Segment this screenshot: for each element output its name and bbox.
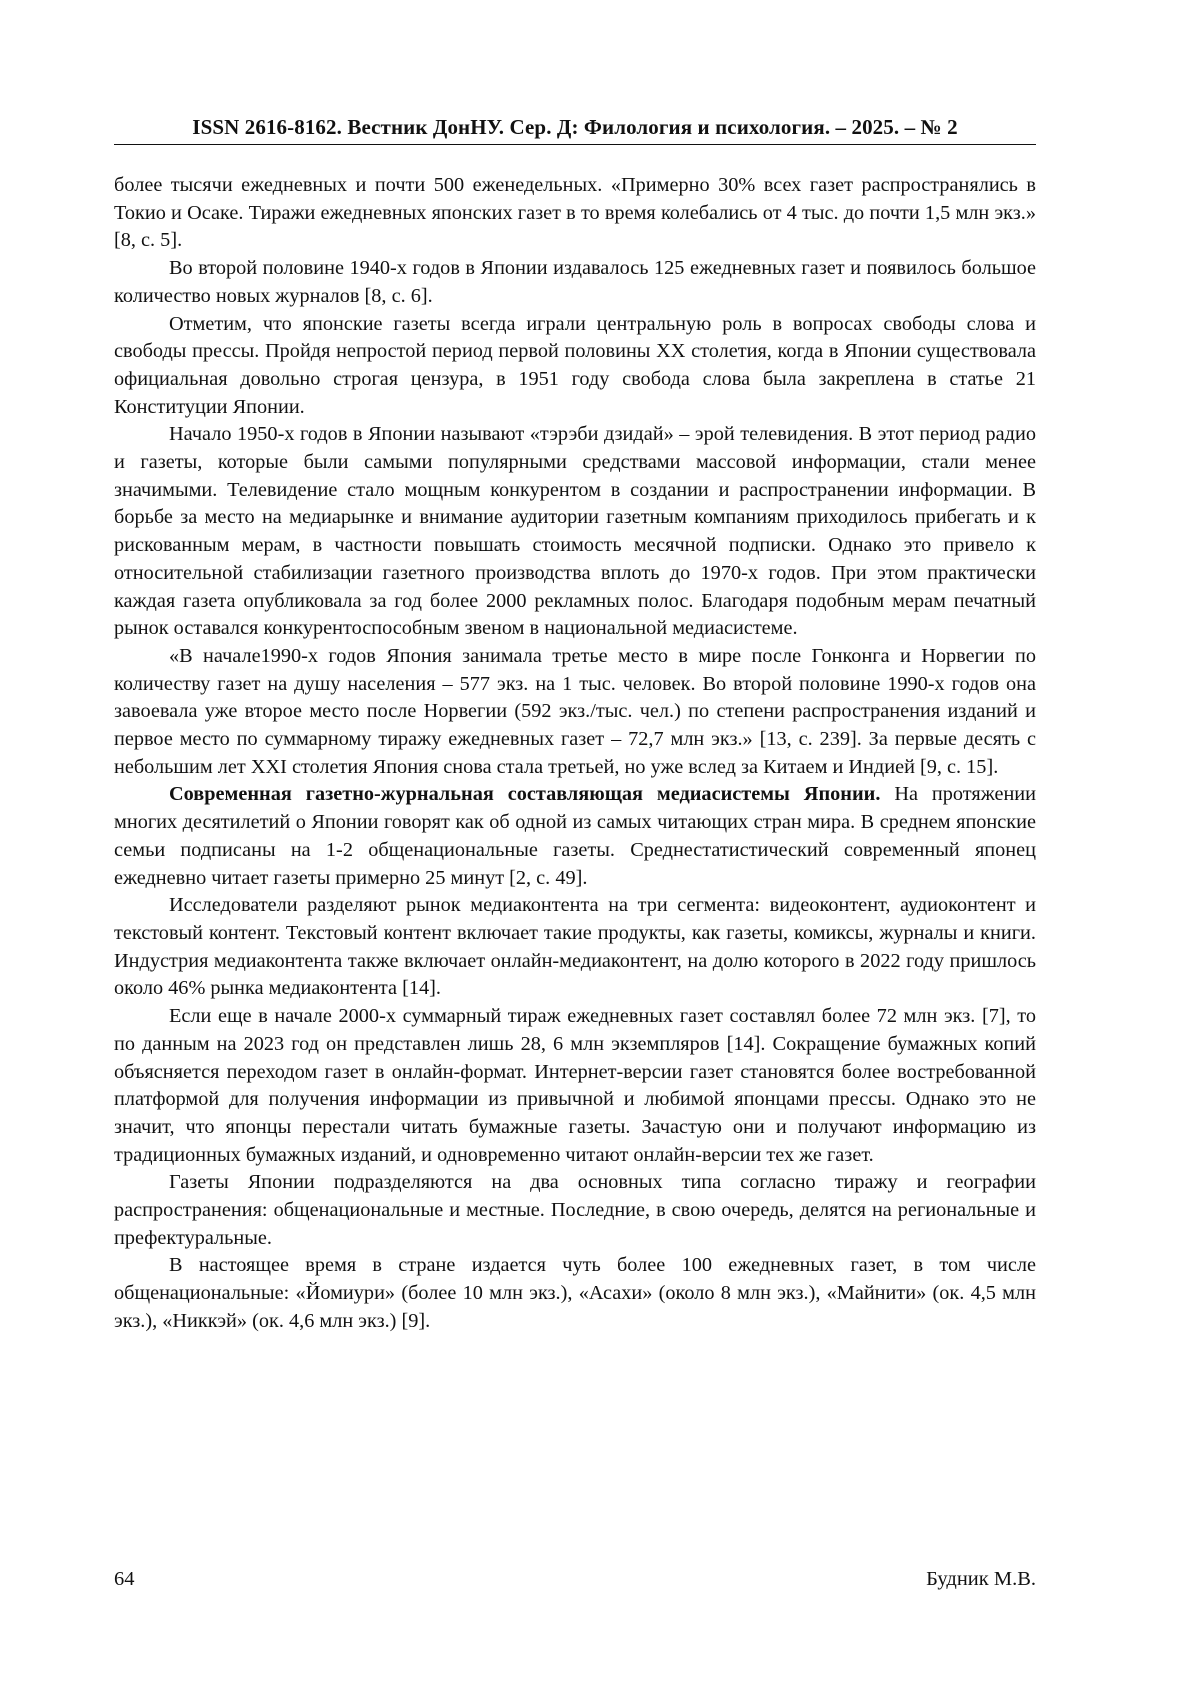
article-body [114,172,1036,1336]
paragraph: более тысячи ежедневных и почти 500 еженедельных. «Примерно 30% всех газет распространялись в Токио и Осаке. Тиражи ежедневных японских газет в то время колебались от 4 тыс. до почти 1,5 млн экз.» [8, с. 5]. [114,174,1036,252]
paragraph: Исследователи разделяют рынок медиаконтента на три сегмента: видеоконтент, аудиоконтент и текстовый контент. Текстовый контент включает такие продукты, как газеты, комиксы, журналы и книги. Индустрия медиаконтента также включает онлайн-медиаконтент, на долю которого в 2022 году пришлось около 46% рынка медиаконтента [14]. [114,894,1036,1000]
paragraph: В настоящее время в стране издается чуть более 100 ежедневных газет, в том числе общенациональные: «Йомиури» (более 10 млн экз.), «Асахи» (около 8 млн экз.), «Майнити» (ок. 4,5 млн экз.), «Никкэй» (ок. 4,6 млн экз.) [9]. [114,1254,1036,1332]
section-heading: Современная газетно-журнальная составляющая медиасистемы Японии. [169,783,881,806]
running-header: ISSN 2616-8162. Вестник ДонНУ. Сер. Д: Филология и психология. – 2025. – № 2 [114,114,1036,145]
section-paragraph [114,781,1036,892]
paragraph: Во второй половине 1940-х годов в Японии издавалось 125 ежедневных газет и появилось большое количество новых журналов [8, с. 6]. [114,257,1036,307]
paragraph: Если еще в начале 2000-х суммарный тираж ежедневных газет составлял более 72 млн экз. [7], то по данным на 2023 год он представлен лишь 28, 6 млн экземпляров [14]. Сокращение бумажных копий объясняется переходом газет в онлайн-формат. Интернет-версии газет становятся более востребованной платформой для получения информации из привычной и любимой японцами прессы. Однако это не значит, что японцы перестали читать бумажные газеты. Зачастую они и получают информацию из традиционных бумажных изданий, и одновременно читают онлайн-версии тех же газет. [114,1005,1036,1166]
page-number: 64 [114,1568,135,1590]
section-paragraph-text: На протяжении многих десятилетий о Японии говорят как об одной из самых читающих стран мира. В среднем японские семьи подписаны на 1-2 общенациональные газеты. Среднестатистический современный японец ежедневно читает газеты примерно 25 минут [2, с. 49]. [114,783,1037,889]
paragraph: «В начале1990-х годов Япония занимала третье место в мире после Гонконга и Норвегии по количеству газет на душу населения – 577 экз. на 1 тыс. человек. Во второй половине 1990-х годов она завоевала уже второе место после Норвегии (592 экз./тыс. чел.) по степени распространения изданий и первое место по суммарному тиражу ежедневных газет – 72,7 млн экз.» [13, с. 239]. За первые десять с небольшим лет XXI столетия Япония снова стала третьей, но уже вслед за Китаем и Индией [9, с. 15]. [114,644,1036,778]
paragraph: Начало 1950-х годов в Японии называют «тэрэби дзидай» – эрой телевидения. В этот период радио и газеты, которые были самыми популярными средствами массовой информации, стали менее значимыми. Телевидение стало мощным конкурентом в создании и распространении информации. В борьбе за место на медиарынке и внимание аудитории газетным компаниям приходилось прибегать и к рискованным мерам, в частности повышать стоимость месячной подписки. Однако это привело к относительной стабилизации газетного производства вплоть до 1970-х годов. При этом практически каждая газета опубликовала за год более 2000 рекламных полос. Благодаря подобным мерам печатный рынок оставался конкурентоспособным звеном в национальной медиасистеме. [114,423,1036,640]
paragraph: Отметим, что японские газеты всегда играли центральную роль в вопросах свободы слова и свободы прессы. Пройдя непростой период первой половины XX столетия, когда в Японии существовала официальная довольно строгая цензура, в 1951 году свобода слова была закреплена в статье 21 Конституции Японии. [114,312,1036,418]
paragraph: Газеты Японии подразделяются на два основных типа согласно тиражу и географии распространения: общенациональные и местные. Последние, в свою очередь, делятся на региональные и префектуральные. [114,1171,1036,1249]
footer-author: Будник М.В. [926,1568,1036,1590]
